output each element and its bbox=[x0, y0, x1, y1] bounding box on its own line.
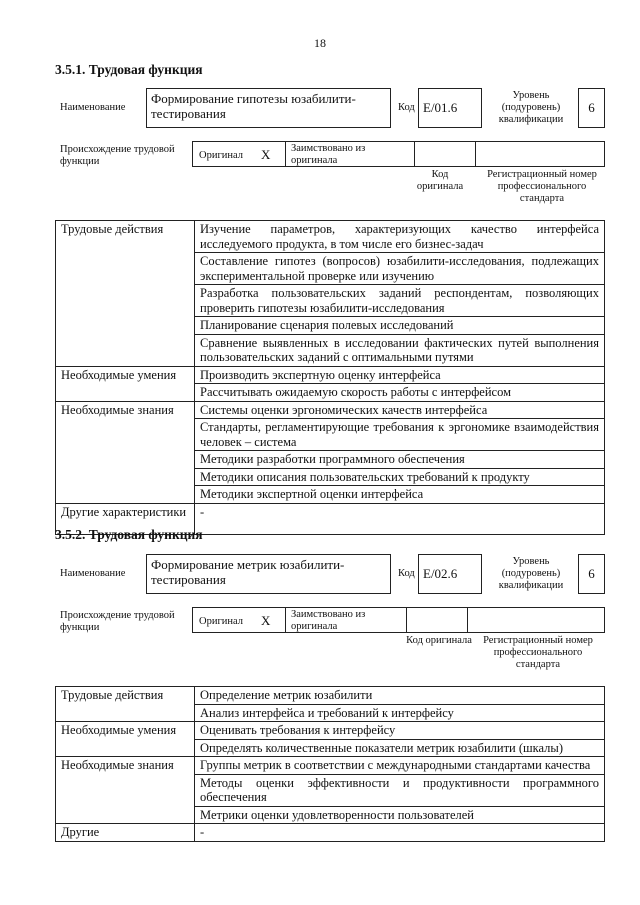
level-label: Уровень (подуровень) квалификации bbox=[498, 90, 564, 125]
row-label: Необходимые умения bbox=[56, 366, 195, 401]
code-label: Код bbox=[398, 568, 415, 579]
level-box bbox=[578, 88, 605, 128]
level-value: 6 bbox=[588, 566, 595, 581]
table-cell: Сравнение выявленных в исследовании фактических путей выполнения пользовательских заданий с оптимальными путями bbox=[195, 334, 605, 366]
function-name-value: Формирование гипотезы юзабилити-тестирования bbox=[151, 91, 356, 121]
divider bbox=[467, 608, 468, 632]
table-row bbox=[56, 221, 605, 253]
divider bbox=[475, 142, 476, 166]
table-cell: Составление гипотез (вопросов) юзабилити-исследования, подлежащих экспериментальной проверке или изучению bbox=[195, 253, 605, 285]
row-label: Другие bbox=[56, 824, 195, 842]
table-cell: Оценивать требования к интерфейсу bbox=[195, 722, 605, 740]
level-box bbox=[578, 554, 605, 594]
origin-code-caption: Код оригинала bbox=[416, 169, 464, 192]
origin-box bbox=[192, 141, 605, 167]
page-number: 18 bbox=[314, 36, 326, 50]
table-cell: Методы оценки эффективности и продуктивности программного обеспечения bbox=[195, 774, 605, 806]
table-cell: Стандарты, регламентирующие требования к эргономике взаимодействия человек – система bbox=[195, 419, 605, 451]
function-name-box bbox=[146, 88, 391, 128]
original-mark: X bbox=[261, 147, 271, 162]
divider bbox=[285, 142, 286, 166]
table-row bbox=[56, 401, 605, 419]
table-row bbox=[56, 722, 605, 740]
origin-label: Происхождение трудовой функции bbox=[60, 610, 175, 633]
origin-code-caption: Код оригинала bbox=[406, 635, 472, 646]
table-cell: Рассчитывать ожидаемую скорость работы с интерфейсом bbox=[195, 384, 605, 402]
table-cell: Метрики оценки удовлетворенности пользователей bbox=[195, 806, 605, 824]
table-cell: - bbox=[195, 503, 605, 534]
row-label: Другие характеристики bbox=[56, 503, 195, 534]
name-label: Наименование bbox=[60, 102, 126, 113]
row-label: Необходимые знания bbox=[56, 757, 195, 824]
table-cell: Методики экспертной оценки интерфейса bbox=[195, 486, 605, 504]
row-label: Необходимые умения bbox=[56, 722, 195, 757]
table-cell: Методики разработки программного обеспечения bbox=[195, 451, 605, 469]
name-label: Наименование bbox=[60, 568, 126, 579]
code-box bbox=[418, 554, 482, 594]
table-cell: Системы оценки эргономических качеств интерфейса bbox=[195, 401, 605, 419]
table-cell: Методики описания пользовательских требований к продукту bbox=[195, 468, 605, 486]
level-label: Уровень (подуровень) квалификации bbox=[498, 556, 564, 591]
code-label: Код bbox=[398, 102, 415, 113]
divider bbox=[285, 608, 286, 632]
section-heading: 3.5.2. Трудовая функция bbox=[55, 527, 203, 542]
original-label: Оригинал bbox=[199, 150, 243, 161]
table-cell: Определение метрик юзабилити bbox=[195, 687, 605, 705]
divider bbox=[406, 608, 407, 632]
table-row bbox=[56, 757, 605, 775]
table-row bbox=[56, 366, 605, 384]
origin-box bbox=[192, 607, 605, 633]
level-value: 6 bbox=[588, 100, 595, 115]
table-row bbox=[56, 687, 605, 705]
table-cell: Анализ интерфейса и требований к интерфейсу bbox=[195, 704, 605, 722]
table-cell: Планирование сценария полевых исследований bbox=[195, 317, 605, 335]
code-value: E/02.6 bbox=[423, 566, 458, 581]
reg-number-caption: Регистрационный номер профессионального стандарта bbox=[487, 169, 597, 204]
borrowed-label: Заимствовано из оригинала bbox=[291, 609, 366, 632]
function-name-value: Формирование метрик юзабилити-тестирования bbox=[151, 557, 345, 587]
table-cell: Группы метрик в соответствии с международными стандартами качества bbox=[195, 757, 605, 775]
code-box bbox=[418, 88, 482, 128]
table-cell: - bbox=[195, 824, 605, 842]
borrowed-label: Заимствовано из оригинала bbox=[291, 143, 366, 166]
row-label: Необходимые знания bbox=[56, 401, 195, 503]
function-table bbox=[55, 220, 605, 535]
section-heading: 3.5.1. Трудовая функция bbox=[55, 62, 203, 77]
table-row bbox=[56, 824, 605, 842]
table-cell: Производить экспертную оценку интерфейса bbox=[195, 366, 605, 384]
original-label: Оригинал bbox=[199, 616, 243, 627]
table-cell: Разработка пользовательских заданий респондентам, позволяющих проверить гипотезы юзабилити-исследования bbox=[195, 285, 605, 317]
row-label: Трудовые действия bbox=[56, 687, 195, 722]
table-cell: Определять количественные показатели метрик юзабилити (шкалы) bbox=[195, 739, 605, 757]
function-name-box bbox=[146, 554, 391, 594]
origin-label: Происхождение трудовой функции bbox=[60, 144, 175, 167]
row-label: Трудовые действия bbox=[56, 221, 195, 367]
code-value: E/01.6 bbox=[423, 100, 458, 115]
divider bbox=[414, 142, 415, 166]
function-table bbox=[55, 686, 605, 842]
reg-number-caption: Регистрационный номер профессионального стандарта bbox=[483, 635, 593, 670]
table-cell: Изучение параметров, характеризующих качество интерфейса исследуемого продукта, в том числе его бизнес-задач bbox=[195, 221, 605, 253]
original-mark: X bbox=[261, 613, 271, 628]
